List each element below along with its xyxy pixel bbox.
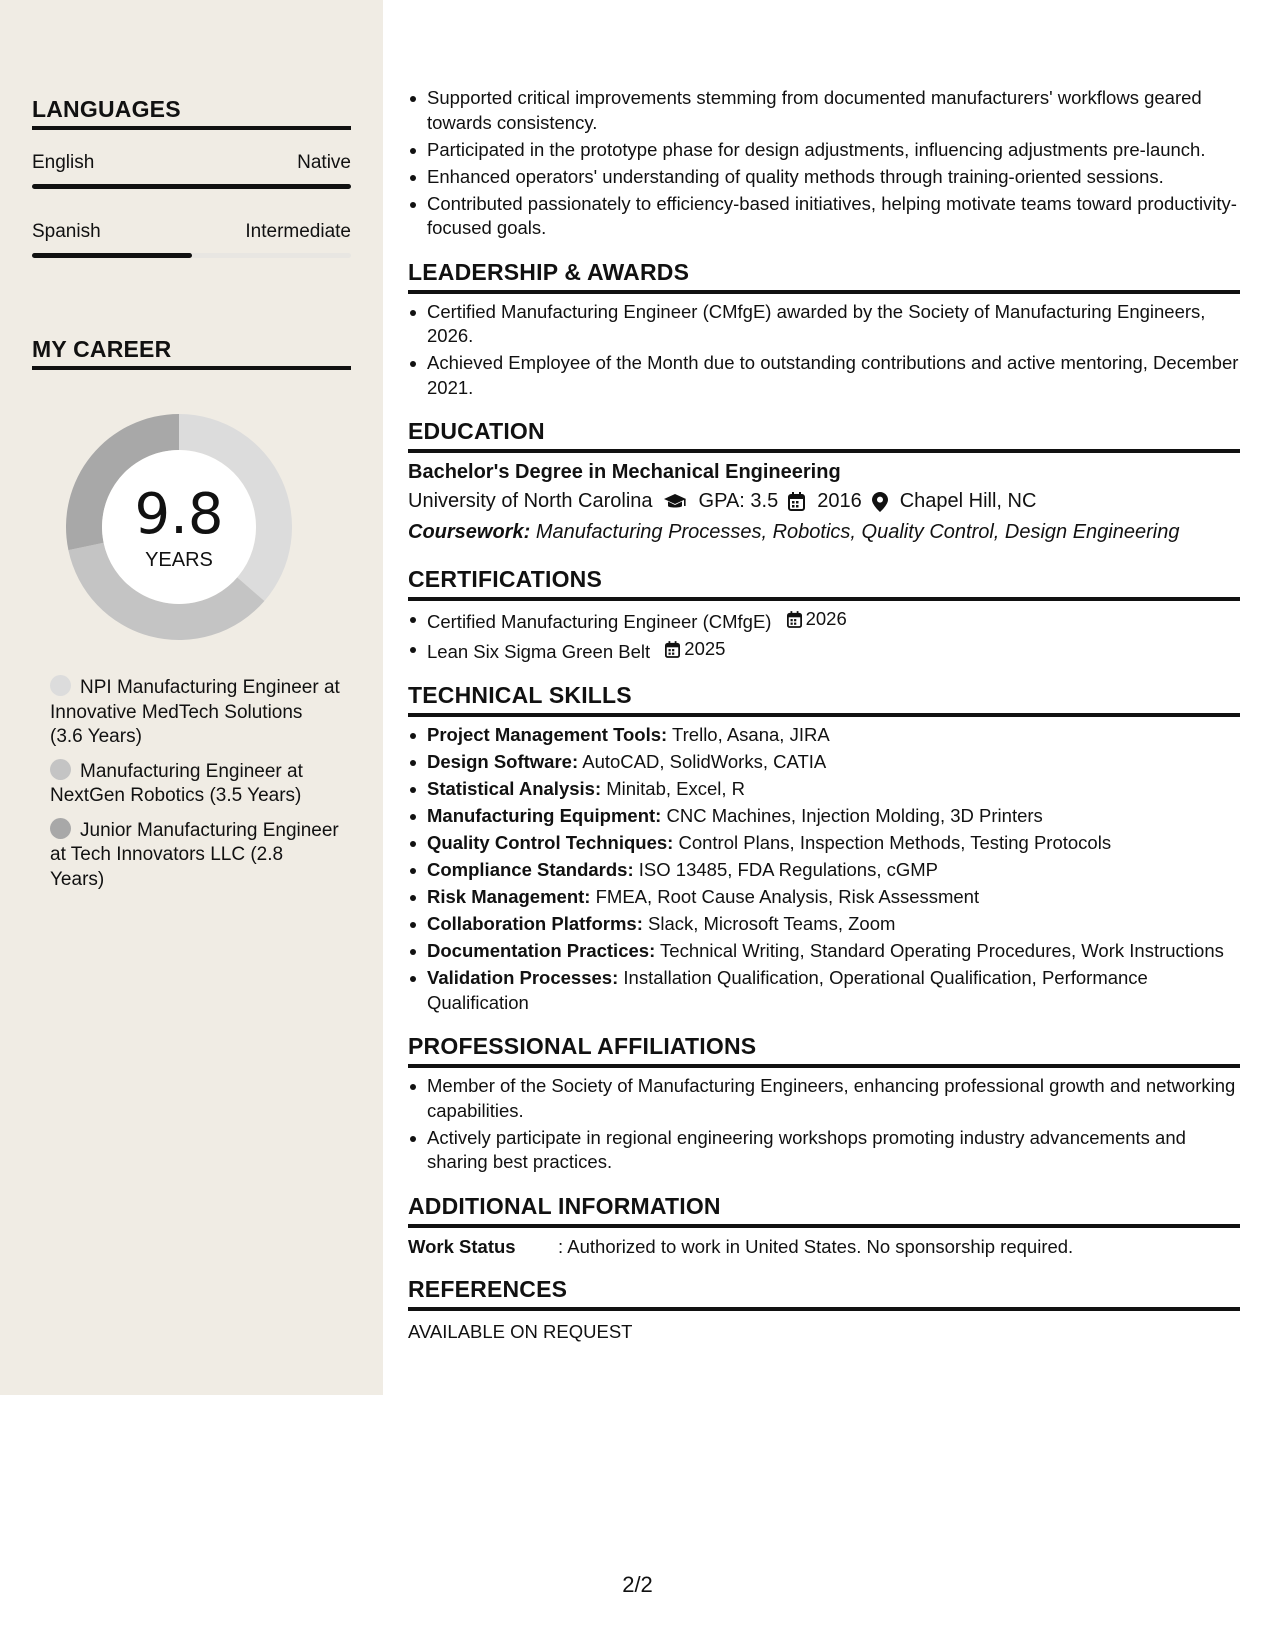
list-item: Participated in the prototype phase for design adjustments, influencing adjustments pre-launch. [408,138,1240,163]
language-row-english [32,152,351,174]
affiliations-list [408,1074,1240,1175]
skill-label: Statistical Analysis: [427,778,602,799]
skill-label: Quality Control Techniques: [427,832,674,853]
skill-value: Technical Writing, Standard Operating Procedures, Work Instructions [660,940,1224,961]
certification-name: Lean Six Sigma Green Belt [427,640,651,662]
career-legend-item [50,818,340,893]
language-level: Native [297,152,351,173]
affiliations-title: PROFESSIONAL AFFILIATIONS [408,1033,1240,1068]
additional-info-title: ADDITIONAL INFORMATION [408,1193,1240,1228]
language-bar-spanish [32,253,351,258]
list-item: Enhanced operators' understanding of quality methods through training-oriented sessions. [408,165,1240,190]
skill-label: Validation Processes: [427,967,619,988]
education-degree: Bachelor's Degree in Mechanical Engineering [408,461,841,483]
calendar-icon [788,492,805,511]
legend-dot-icon [50,675,71,696]
list-item [408,607,1240,634]
skill-value: ISO 13485, FDA Regulations, cGMP [638,859,939,880]
location-pin-icon [872,492,888,512]
education-title: EDUCATION [408,418,1240,453]
references-title: REFERENCES [408,1276,1240,1311]
career-legend-item [50,759,340,809]
skill-label: Compliance Standards: [427,859,634,880]
certification-year: 2025 [684,637,726,659]
list-item: Supported critical improvements stemming from documented manufacturers' workflows geared towards consistency. [408,86,1240,135]
certifications-list [408,607,1240,664]
list-item [408,939,1240,964]
sidebar [0,0,383,1395]
coursework-text: Manufacturing Processes, Robotics, Quality Control, Design Engineering [535,521,1180,543]
work-status-row [408,1236,1240,1258]
page-number: 2/2 [622,1572,653,1597]
career-role-label: Junior Manufacturing Engineer at Tech Innovators LLC (2.8 Years) [50,819,339,890]
legend-dot-icon [50,818,71,839]
career-role-label: NPI Manufacturing Engineer at Innovative MedTech Solutions (3.6 Years) [50,677,340,747]
language-row-spanish [32,221,351,243]
list-item [408,723,1240,748]
language-name: English [32,152,95,173]
work-status-value: : Authorized to work in United States. No sponsorship required. [558,1235,1074,1257]
legend-dot-icon [50,759,71,780]
education-year: 2016 [817,490,862,512]
skill-value: Trello, Asana, JIRA [672,724,830,745]
main-content [408,80,1240,1343]
career-total-value: 9.8 [134,482,224,547]
certification-year: 2026 [805,608,847,629]
education-gpa: GPA: 3.5 [698,490,779,512]
coursework-label: Coursework: [408,521,531,543]
skill-label: Collaboration Platforms: [427,913,643,934]
language-bar-fill [32,184,351,189]
list-item [408,912,1240,937]
list-item [408,966,1240,1015]
skill-value: Slack, Microsoft Teams, Zoom [648,913,896,934]
career-title: MY CAREER [32,336,172,362]
skill-label: Design Software: [427,751,579,772]
education-coursework [408,521,1240,544]
certification-date [665,637,725,662]
skill-label: Manufacturing Equipment: [427,805,662,826]
skills-list [408,723,1240,1015]
education-details [408,490,1240,513]
skill-value: CNC Machines, Injection Molding, 3D Printers [666,805,1043,826]
language-bar-english [32,184,351,189]
skills-title: TECHNICAL SKILLS [408,682,1240,717]
skill-value: FMEA, Root Cause Analysis, Risk Assessment [595,886,980,907]
certifications-title: CERTIFICATIONS [408,566,1240,601]
list-item: Actively participate in regional engineering workshops promoting industry advancements and sharing best practices. [408,1126,1240,1175]
career-legend [50,675,340,901]
certification-name: Certified Manufacturing Engineer (CMfgE) [427,610,772,632]
list-item [408,777,1240,802]
skill-value: Control Plans, Inspection Methods, Testing Protocols [678,832,1112,853]
leadership-title: LEADERSHIP & AWARDS [408,259,1240,294]
language-name: Spanish [32,221,101,242]
skill-label: Documentation Practices: [427,940,656,961]
list-item [408,637,1240,664]
education-location: Chapel Hill, NC [899,490,1037,512]
references-text: AVAILABLE ON REQUEST [408,1320,633,1342]
skill-label: Risk Management: [427,886,591,907]
skill-label: Project Management Tools: [427,724,668,745]
list-item [408,885,1240,910]
list-item: Contributed passionately to efficiency-based initiatives, helping motivate teams toward productivity-focused goals. [408,192,1240,241]
skill-value: Minitab, Excel, R [606,778,746,799]
experience-bullets [408,86,1240,241]
certification-date [787,607,847,632]
list-item: Certified Manufacturing Engineer (CMfgE) awarded by the Society of Manufacturing Engineers, 2026. [408,300,1240,349]
language-level: Intermediate [245,221,351,242]
list-item [408,858,1240,883]
work-status-label: Work Status [408,1235,516,1257]
list-item: Achieved Employee of the Month due to outstanding contributions and active mentoring, December 2021. [408,351,1240,400]
education-school: University of North Carolina [408,490,653,512]
language-bar-fill [32,253,192,258]
languages-rule [32,126,351,130]
languages-title: LANGUAGES [32,96,181,122]
calendar-icon [665,641,680,658]
calendar-icon [787,611,802,628]
list-item [408,750,1240,775]
list-item [408,831,1240,856]
skill-value: AutoCAD, SolidWorks, CATIA [582,751,827,772]
graduation-cap-icon [663,493,687,511]
leadership-list [408,300,1240,401]
career-legend-item [50,675,340,750]
career-rule [32,366,351,370]
list-item: Member of the Society of Manufacturing Engineers, enhancing professional growth and networking capabilities. [408,1074,1240,1123]
career-total-unit: YEARS [145,549,213,571]
career-role-label: Manufacturing Engineer at NextGen Robotics (3.5 Years) [50,760,303,806]
list-item [408,804,1240,829]
skill-value: Installation Qualification, Operational Qualification, Performance Qualification [427,967,1148,1013]
